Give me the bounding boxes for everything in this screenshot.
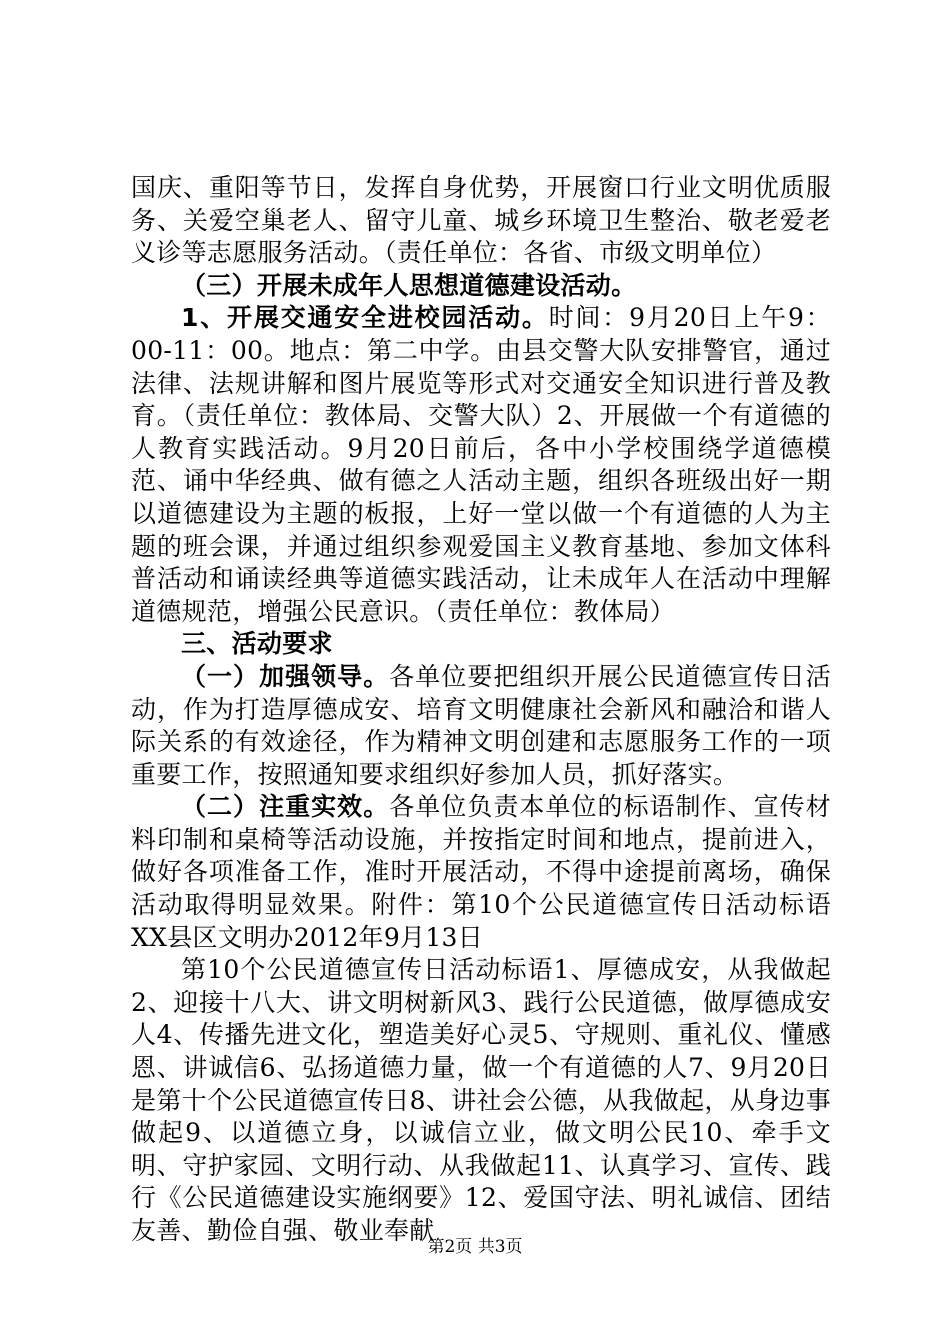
req2-title: （二）注重实效。: [181, 792, 390, 822]
paragraph-traffic-safety: [131, 302, 831, 628]
paragraph-slogans: 第10个公民道德宣传日活动标语1、厚德成安，从我做起2、迎接十八大、讲文明树新风3、践行公民道德，做厚德成安人4、传播先进文化，塑造美好心灵5、守规则、重礼仪、懂感恩、讲诚信6、弘扬道德力量，做一个有道德的人7、9月20日是第十个公民道德宣传日8、讲社会公德，从我做起，从身边事做起9、以道德立身，以诚信立业，做文明公民10、牵手文明、守护家园、文明行动、从我做起11、认真学习、宣传、践行《公民道德建设实施纲要》12、爱国守法、明礼诚信、团结友善、勤俭自强、敬业奉献: [131, 955, 831, 1245]
req1-title: （一）加强领导。: [181, 661, 390, 691]
document-body: [131, 172, 831, 1248]
paragraph-festival-services: 国庆、重阳等节日，发挥自身优势，开展窗口行业文明优质服务、关爱空巢老人、留守儿童、城乡环境卫生整治、敬老爱老义诊等志愿服务活动。（责任单位：各省、市级文明单位）: [131, 173, 831, 268]
heading-minors-activities: （三）开展未成年人思想道德建设活动。: [181, 270, 637, 300]
paragraph-effectiveness: [131, 791, 831, 954]
req1-body: 各单位要把组织开展公民道德宣传日活动，作为打造厚德成安、培育文明健康社会新风和融洽和谐人际关系的有效途径，作为精神文明创建和志愿服务工作的一项重要工作，按照通知要求组织好参加人员，抓好落实。: [131, 661, 831, 789]
req2-body: 各单位负责本单位的标语制作、宣传材料印制和桌椅等活动设施，并按指定时间和地点，提前进入，做好各项准备工作，准时开展活动，不得中途提前离场，确保活动取得明显效果。附件：第10个公民道德宣传日活动标语XX县区文明办2012年9月13日: [131, 792, 831, 952]
item1-title: 1、开展交通安全进校园活动。: [181, 303, 549, 333]
paragraph-leadership: [131, 661, 831, 791]
page-number: 第2页 共3页: [427, 1237, 523, 1257]
section-requirements-heading: 三、活动要求: [181, 629, 333, 659]
item1-body: 时间：9月20日上午9：00-11：00。地点：第二中学。由县交警大队安排警官，通过法律、法规讲解和图片展览等形式对交通安全知识进行普及教育。（责任单位：教体局、交警大队）2、开展做一个有道德的人教育实践活动。9月20日前后，各中小学校围绕学道德模范、诵中华经典、做有德之人活动主题，组织各班级出好一期以道德建设为主题的板报，上好一堂以做一个有道德的人为主题的班会课，并通过组织参观爱国主义教育基地、参加文体科普活动和诵读经典等道德实践活动，让未成年人在活动中理解道德规范，增强公民意识。（责任单位：教体局）: [131, 303, 831, 626]
